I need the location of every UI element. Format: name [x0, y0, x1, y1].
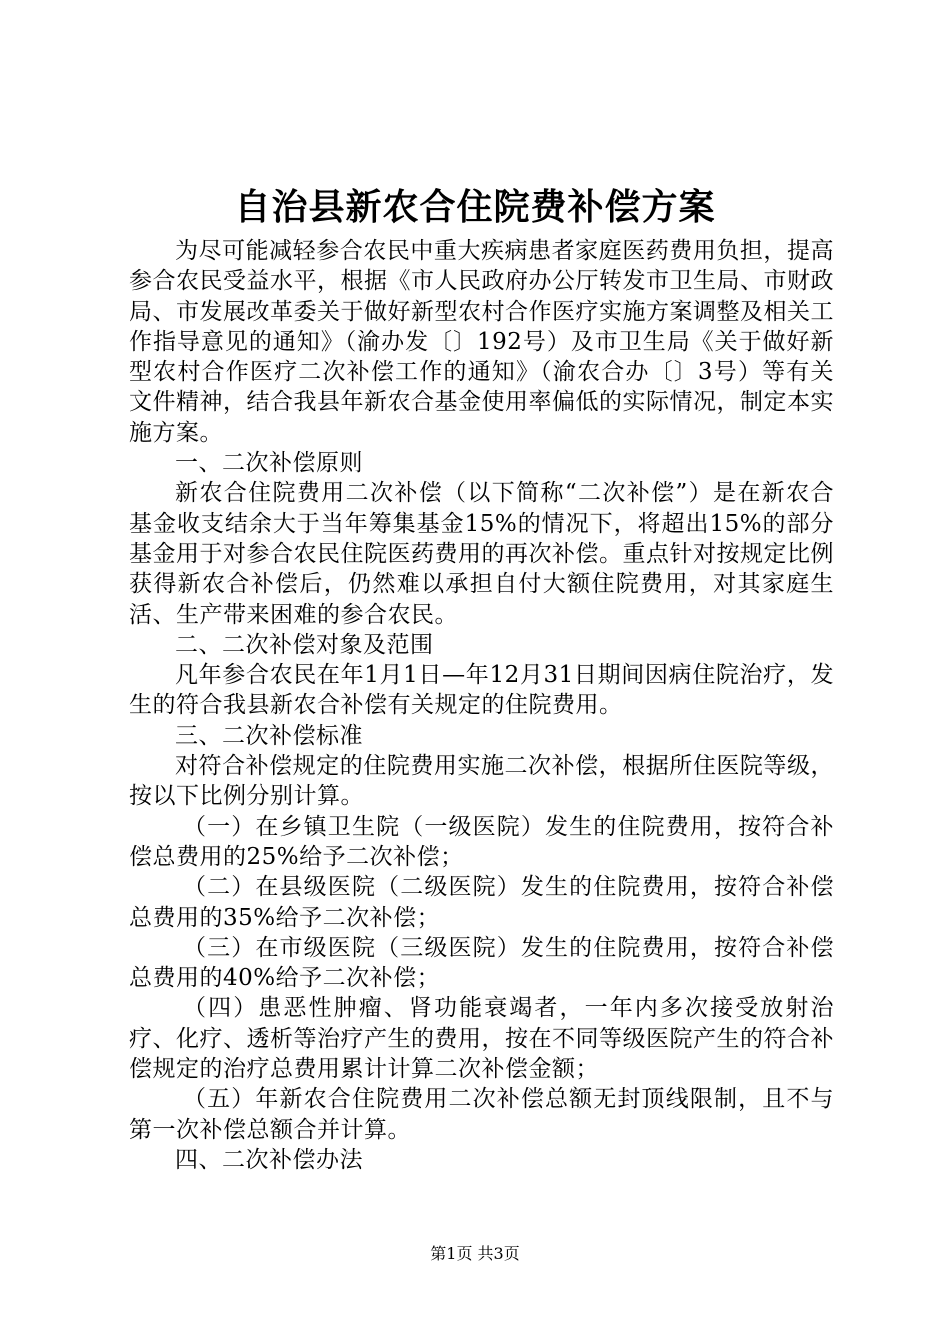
section-heading-standards: 三、二次补偿标准 — [175, 722, 363, 749]
standard-item-5: （五）年新农合住院费用二次补偿总额无封顶线限制，且不与第一次补偿总额合并计算。 — [129, 1086, 834, 1143]
standard-item-2: （二）在县级医院（二级医院）发生的住院费用，按符合补偿总费用的35%给予二次补偿； — [129, 874, 834, 931]
section-heading-scope: 二、二次补偿对象及范围 — [175, 631, 434, 658]
standard-item-4: （四）患恶性肿瘤、肾功能衰竭者，一年内多次接受放射治疗、化疗、透析等治疗产生的费用，按在不同等级医院产生的符合补偿规定的治疗总费用累计计算二次补偿金额； — [129, 995, 834, 1083]
standard-item-3: （三）在市级医院（三级医院）发生的住院费用，按符合补偿总费用的40%给予二次补偿； — [129, 934, 834, 992]
page-footer: 第1页 共3页 — [430, 1244, 520, 1263]
principles-paragraph: 新农合住院费用二次补偿（以下简称“二次补偿”）是在新农合基金收支结余大于当年筹集基金15%的情况下，将超出15%的部分基金用于对参合农民住院医药费用的再次补偿。重点针对按规定比例获得新农合补偿后，仍然难以承担自付大额住院费用，对其家庭生活、生产带来困难的参合农民。 — [129, 480, 834, 628]
standards-paragraph: 对符合补偿规定的住院费用实施二次补偿，根据所住医院等级，按以下比例分别计算。 — [129, 753, 834, 810]
standard-item-1: （一）在乡镇卫生院（一级医院）发生的住院费用，按符合补偿总费用的25%给予二次补偿； — [129, 813, 834, 870]
scope-paragraph: 凡年参合农民在年1月1日—年12月31日期间因病住院治疗，发生的符合我县新农合补偿有关规定的住院费用。 — [129, 662, 834, 719]
document-title: 自治县新农合住院费补偿方案 — [234, 187, 716, 228]
intro-paragraph: 为尽可能减轻参合农民中重大疾病患者家庭医药费用负担，提高参合农民受益水平，根据《市人民政府办公厅转发市卫生局、市财政局、市发展改革委关于做好新型农村合作医疗实施方案调整及相关工作指导意见的通知》（渝办发〔〕192号）及市卫生局《关于做好新型农村合作医疗二次补偿工作的通知》（渝农合办〔〕3号）等有关文件精神，结合我县年新农合基金使用率偏低的实际情况，制定本实施方案。 — [129, 238, 834, 446]
section-heading-methods: 四、二次补偿办法 — [175, 1146, 363, 1173]
section-heading-principles: 一、二次补偿原则 — [175, 450, 363, 477]
document-body — [129, 236, 834, 1175]
